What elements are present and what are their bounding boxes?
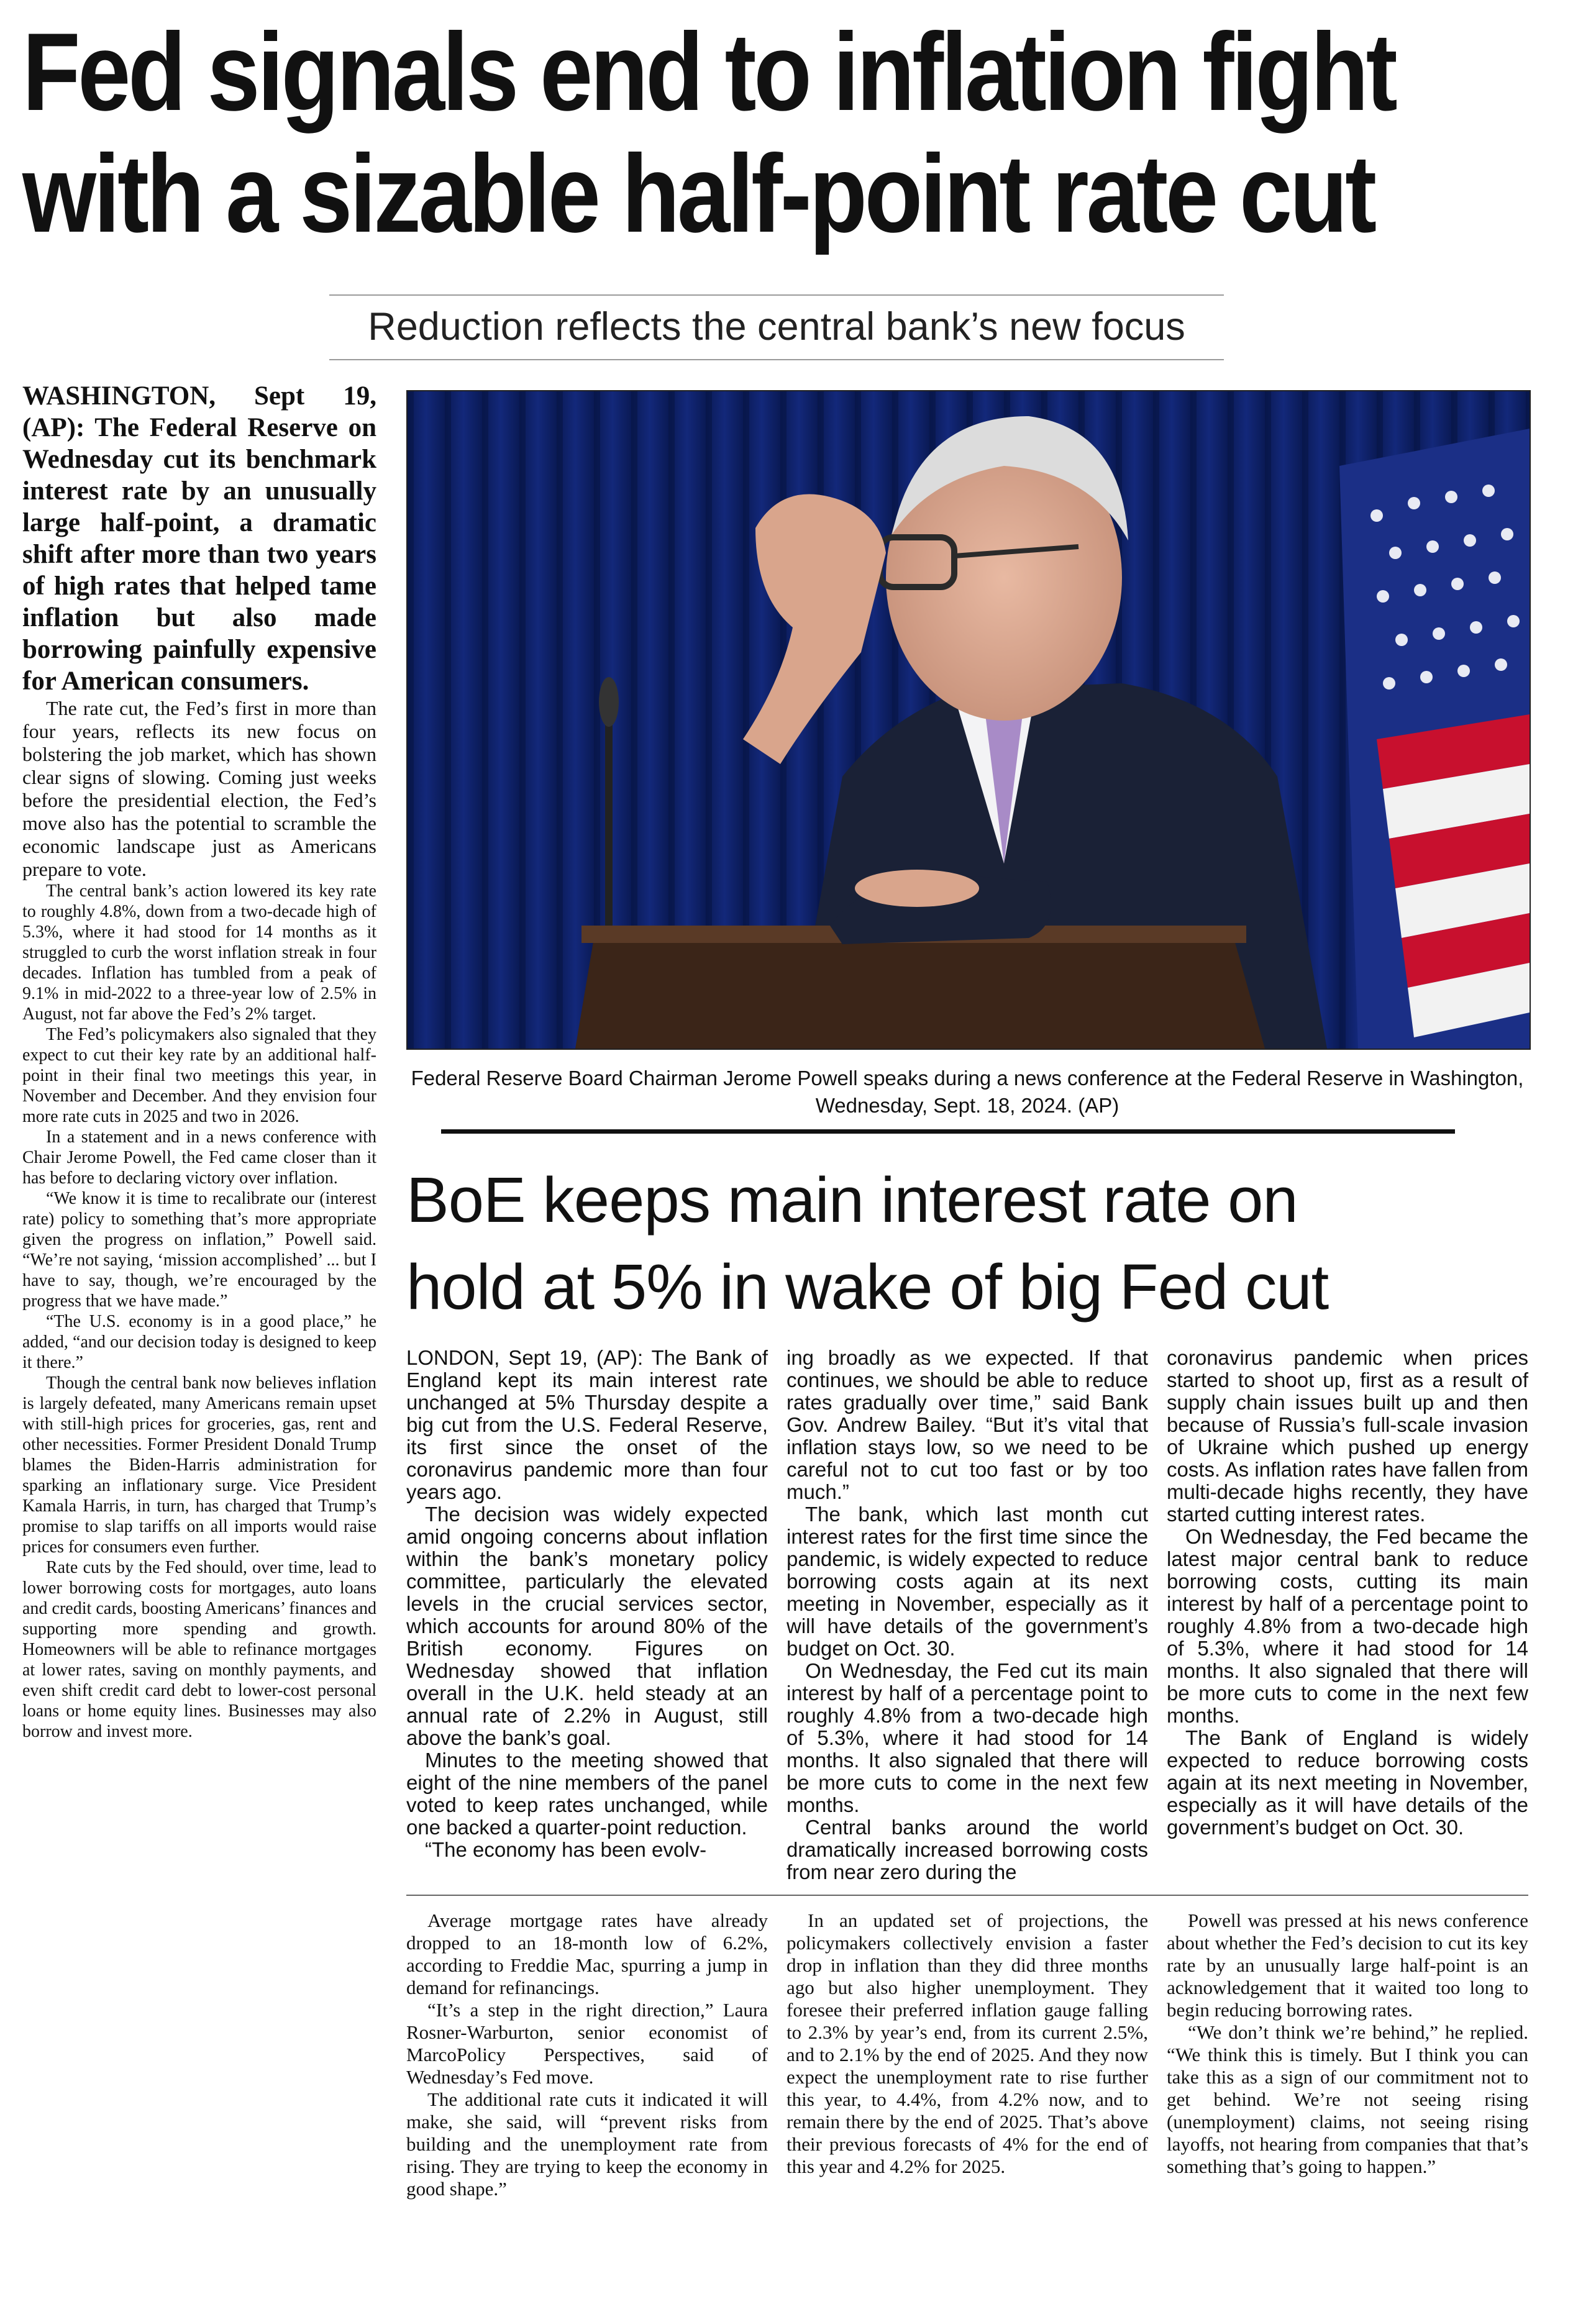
boe-paragraph: Central banks around the world dramatically increased borrowing costs from near zero during the [787,1816,1148,1883]
main-story-bottom-column-1 [406,1910,768,2200]
boe-headline-line-1: BoE keeps main interest rate on [406,1164,1298,1236]
subhead-rule-bottom [329,359,1224,360]
photo-caption: Federal Reserve Board Chairman Jerome Powell speaks during a news conference at the Federal Reserve in Washington, Wednesday, Sept. 18, 2024. (AP) [411,1067,1524,1117]
main-story-paragraph: Rate cuts by the Fed should, over time, lead to lower borrowing costs for mortgages, auto loans and credit cards, boosting Americans’ finances and supporting more spending and growth. Homeowners will be able to refinance mortgages at lower rates, saving on monthly payments, and even shift credit card debt to lower-cost personal loans or home equity lines. Businesses may also borrow and invest more. [22,1558,376,1741]
boe-column-3 [1167,1347,1528,1839]
main-story-paragraph: “The U.S. economy is in a good place,” he added, “and our decision today is designed to keep it there.” [22,1312,376,1372]
boe-paragraph: ing broadly as we expected. If that continues, we should be able to reduce rates gradually over time,” said Bank Gov. Andrew Bailey. “But it’s vital that inflation stays low, so we need to be careful not to cut too fast or by too much.” [787,1346,1148,1503]
main-story-left-column [22,380,376,1742]
boe-headline-line-2: hold at 5% in wake of big Fed cut [406,1251,1329,1322]
powell-photo-illustration [408,391,1530,1049]
main-story-paragraph: In a statement and in a news conference with Chair Jerome Powell, the Fed came closer than it has before to declaring victory over inflation. [22,1127,376,1188]
boe-headline [406,1157,1543,1331]
boe-paragraph: LONDON, Sept 19, (AP): The Bank of England kept its main interest rate unchanged at 5% Thursday despite a big cut from the U.S. Federal Reserve, its first since the onset of the coronavirus pandemic more than four years ago. [406,1346,768,1503]
us-flag-icon [1339,429,1530,1049]
main-story-bottom-column-3 [1167,1910,1528,2178]
main-story-paragraph: The rate cut, the Fed’s first in more than four years, reflects its new focus on bolstering the job market, which has shown clear signs of slowing. Coming just weeks before the presidential election, the Fed’s move also has the potential to scramble the economic landscape just as Americans prepare to vote. [22,697,376,880]
microphone-icon [605,702,613,950]
boe-paragraph: The bank, which last month cut interest rates for the first time since the pandemic, is widely expected to reduce borrowing costs again at its next meeting in November, especially as it will have details of the government’s budget on Oct. 30. [787,1503,1148,1660]
main-story-paragraph: Average mortgage rates have already dropped to an 18-month low of 6.2%, according to Freddie Mac, spurring a jump in demand for refinancings. [406,1910,768,1998]
boe-paragraph: The decision was widely expected amid ongoing concerns about inflation within the bank’s monetary policy committee, particularly the elevated levels in the crucial services sector, which accounts for around 80% of the British economy. Figures on Wednesday showed that inflation overall in the U.K. held steady at an annual rate of 2.2% in August, still above the bank’s goal. [406,1503,768,1749]
boe-paragraph: On Wednesday, the Fed became the latest major central bank to reduce borrowing costs, cutting its main interest by half of a percentage point to roughly 4.8% from a two-decade high of 5.3%, where it had stood for 14 months. It also signaled that there will be more cuts to come in the next few months. [1167,1525,1528,1727]
boe-paragraph: On Wednesday, the Fed cut its main interest by half of a percentage point to roughly 4.8% from a two-decade high of 5.3%, where it had stood for 14 months. It also signaled that there will be more cuts to come in the next few months. [787,1659,1148,1816]
news-photo [406,390,1531,1050]
bottom-section-rule [406,1895,1528,1896]
main-headline [22,10,1395,255]
boe-paragraph: Minutes to the meeting showed that eight of the nine members of the panel voted to keep rates unchanged, while one backed a quarter-point reduction. [406,1749,768,1839]
main-story-paragraph: In an updated set of projections, the policymakers collectively envision a faster drop in inflation than they did three months ago but also higher unemployment. They foresee their preferred inflation gauge falling to 2.3% by year’s end, from its current 2.5%, and to 2.1% by the end of 2025. And they now expect the unemployment rate to rise further this year, to 4.4%, from 4.2% now, and to remain there by the end of 2025. That’s above their previous forecasts of 4% for the end of this year and 4.2% for 2025. [787,1910,1148,2177]
headline-line-1: Fed signals end to inflation fight [22,10,1395,134]
main-story-paragraph: “We know it is time to recalibrate our (interest rate) policy to something that’s more appropriate given the progress on inflation,” Powell said. “We’re not saying, ‘mission accomplished’ ... but I have to say, though, we’re encouraged by the progress that we have made.” [22,1189,376,1311]
main-story-paragraph: Powell was pressed at his news conference about whether the Fed’s decision to cut its key rate by an unusually large half-point is an acknowledgement that it waited too long to begin reducing borrowing rates. [1167,1910,1528,2021]
main-story-paragraph: “We don’t think we’re behind,” he replied. “We think this is timely. But I think you can take this as a sign of our commitment not to get behind. We’re not seeing rising (unemployment) claims, not seeing rising layoffs, not hearing from companies that that’s something that’s going to happen.” [1167,2021,1528,2177]
section-divider [441,1129,1455,1134]
main-story-paragraph: The Fed’s policymakers also signaled that they expect to cut their key rate by an additional half-point in their final two meetings this year, in November and December. And they envision four more rate cuts in 2025 and two in 2026. [22,1025,376,1126]
boe-paragraph: The Bank of England is widely expected to reduce borrowing costs again at its next meeting in November, especially as it will have details of the government’s budget on Oct. 30. [1167,1726,1528,1839]
subhead-rule-top [329,294,1224,296]
main-story-lead: WASHINGTON, Sept 19, (AP): The Federal Reserve on Wednesday cut its benchmark interest rate by an unusually large half-point, a dramatic shift after more than two years of high rates that helped tame inflation but also made borrowing painfully expensive for American consumers. [22,381,376,696]
boe-paragraph: “The economy has been evolv- [425,1838,707,1861]
boe-paragraph: coronavirus pandemic when prices started to shoot up, first as a result of supply chain issues built up and then because of Russia’s full-scale invasion of Ukraine which pushed up energy costs. As inflation rates have fallen from multi-decade highs recently, they have started cutting interest rates. [1167,1346,1528,1526]
boe-column-2 [787,1347,1148,1883]
boe-column-1 [406,1347,768,1861]
headline-line-2: with a sizable half-point rate cut [22,132,1374,255]
main-story-paragraph: The additional rate cuts it indicated it will make, she said, will “prevent risks from building and the unemployment rate from rising. They are trying to keep the economy in good shape.” [406,2088,768,2200]
subhead: Reduction reflects the central bank’s new focus [368,305,1185,348]
main-story-bottom-column-2 [787,1910,1148,2178]
main-story-paragraph: “It’s a step in the right direction,” Laura Rosner-Warburton, senior economist of MarcoPolicy Perspectives, said of Wednesday’s Fed move. [406,1999,768,2088]
main-story-paragraph: Though the central bank now believes inflation is largely defeated, many Americans remain upset with still-high prices for groceries, gas, rent and other necessities. Former President Donald Trump blames the Biden-Harris administration for sparking an inflationary surge. Vice President Kamala Harris, in turn, has charged that Trump’s promise to slap tariffs on all imports would raise prices for consumers even further. [22,1373,376,1557]
main-story-paragraph: The central bank’s action lowered its key rate to roughly 4.8%, down from a two-decade high of 5.3%, where it had stood for 14 months as it struggled to curb the worst inflation streak in four decades. Inflation has tumbled from a peak of 9.1% in mid-2022 to a three-year low of 2.5% in August, not far above the Fed’s 2% target. [22,881,376,1024]
